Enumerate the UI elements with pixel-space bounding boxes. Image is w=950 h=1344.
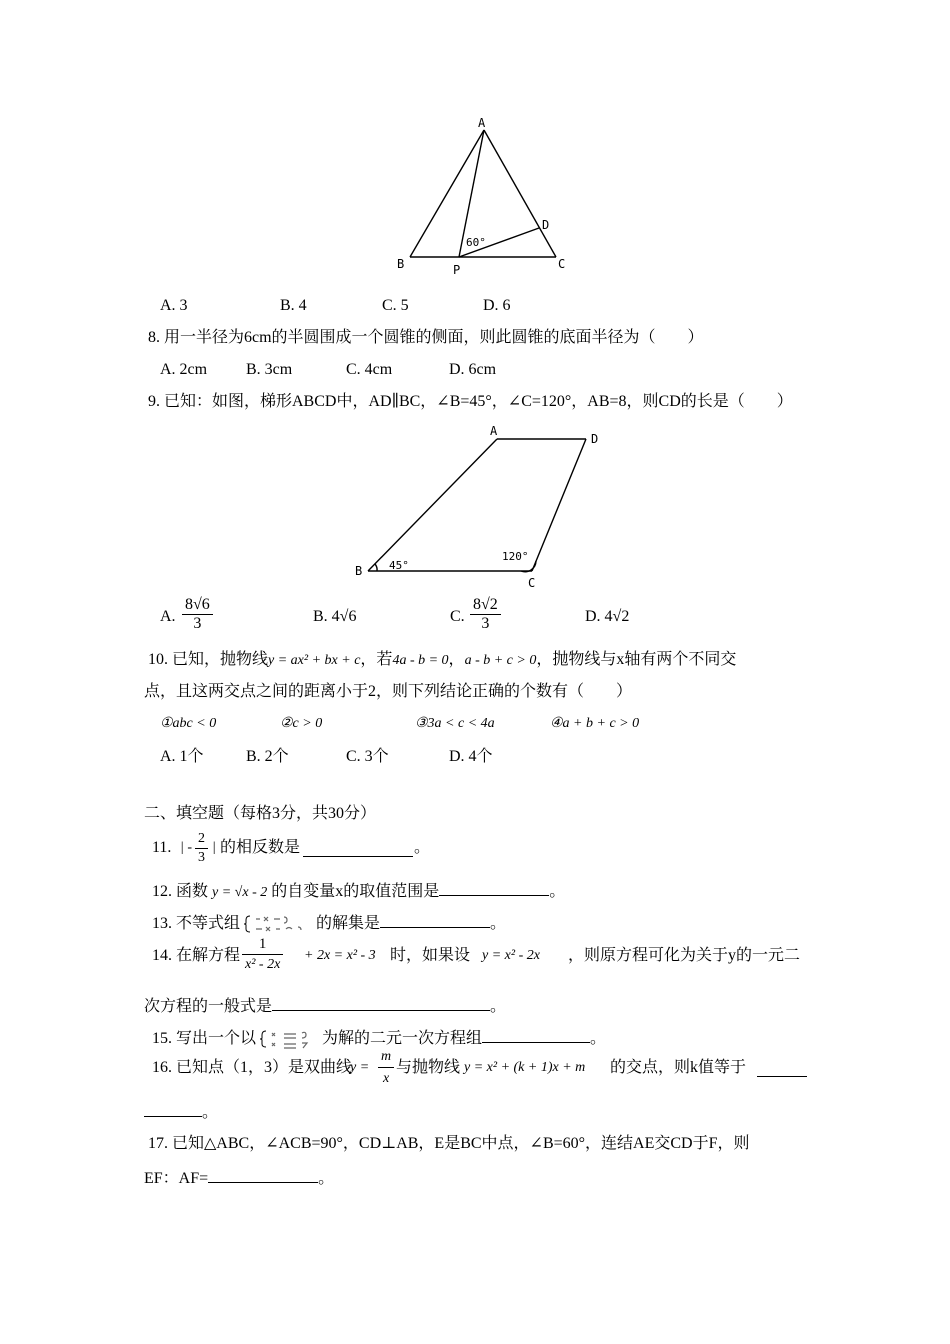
trapezoid-figure <box>350 420 610 592</box>
q17-line2 <box>144 1166 334 1189</box>
q16-end: 。 <box>202 1104 219 1121</box>
q10-text-a: 10. 已知，抛物线 <box>148 651 269 668</box>
q16-text-3: 的交点，则k值等于 <box>610 1059 747 1076</box>
q9-option-c-fraction <box>470 596 501 633</box>
q14-fraction <box>242 934 283 975</box>
q7-option-b: B. 4 <box>280 297 307 314</box>
q15-answer-blank[interactable] <box>482 1026 590 1043</box>
q10-eq2: 4a - b = 0 <box>392 653 449 668</box>
label-P: P <box>453 263 461 277</box>
q14-equation: + 2x = x² - 3 <box>304 948 376 963</box>
q11-end: 。 <box>414 839 431 856</box>
triangle-figure <box>390 112 580 282</box>
q16-text-2: 与抛物线 <box>396 1059 461 1076</box>
q14-numerator: 1 <box>242 934 283 955</box>
q9-text: 9. 已知：如图，梯形ABCD中，AD∥BC，∠B=45°，∠C=120°，AB=8，则CD的长是（ ） <box>148 393 793 410</box>
q14-text-2: 时，如果设 <box>390 947 471 964</box>
q14-text-3: ，则原方程可化为关于y的一元二 <box>568 947 801 964</box>
label-D: D <box>542 218 550 232</box>
q9-option-b: B. 4√6 <box>313 608 357 625</box>
q16-line2 <box>144 1100 218 1123</box>
label-B: B <box>355 564 363 578</box>
q16-parabola: y = x² + (k + 1)x + m <box>464 1060 586 1075</box>
label-C: C <box>558 257 566 271</box>
q11-answer-blank[interactable] <box>303 840 413 857</box>
q10-text-b: ，若 <box>360 651 393 668</box>
q13-end: 。 <box>490 915 507 932</box>
q17-text: EF：AF= <box>144 1170 209 1187</box>
q16-hyperbola-lhs: y = <box>350 1060 370 1075</box>
q12-end: 。 <box>549 883 566 900</box>
q15-solution-image <box>260 1029 318 1049</box>
q11-numerator: 2 <box>195 830 208 849</box>
q17-end: 。 <box>318 1170 335 1187</box>
q16-denominator: x <box>382 1071 390 1086</box>
label-D: D <box>591 432 599 446</box>
q7-option-a: A. 3 <box>160 297 188 314</box>
q10-condition-2: ②c > 0 <box>280 716 323 731</box>
q10-line1 <box>148 650 736 671</box>
q16-answer-blank-cont[interactable] <box>144 1100 202 1117</box>
q10-option-c: C. 3个 <box>346 748 389 765</box>
q11-text: 的相反数是 <box>220 839 301 856</box>
q10-option-b: B. 2个 <box>246 748 289 765</box>
q11-abs-right: | <box>212 840 216 855</box>
q16-answer-blank[interactable] <box>757 1060 807 1077</box>
q11-number: 11. <box>152 839 172 856</box>
q10-text-d: ，抛物线与x轴有两个不同交 <box>536 651 737 668</box>
q12-text-2: 的自变量x的取值范围是 <box>271 883 440 900</box>
q17-line1: 17. 已知△ABC，∠ACB=90°，CD⊥AB，E是BC中点，∠B=60°，连结AE交CD于F，则 <box>148 1135 750 1152</box>
q14-text-4: 次方程的一般式是 <box>144 998 273 1015</box>
q13-system-image <box>244 914 312 934</box>
q11-abs-left: | - <box>180 840 193 855</box>
label-A: A <box>478 116 486 130</box>
q16-numerator: m <box>378 1046 394 1068</box>
q9-option-c-numerator: 8√2 <box>470 596 501 615</box>
q13-text: 13. 不等式组 <box>152 915 241 932</box>
q9-option-a-label: A. <box>160 608 176 625</box>
q13 <box>152 911 506 934</box>
q12-equation: y = √x - 2 <box>212 885 268 900</box>
q11-fraction <box>195 830 208 867</box>
q9-option-a-numerator: 8√6 <box>182 596 213 615</box>
q15-text: 15. 写出一个以 <box>152 1030 257 1047</box>
q14-denominator: x² - 2x <box>245 957 281 972</box>
q15-text-2: 为解的二元一次方程组 <box>322 1030 483 1047</box>
angle-b-label: 45° <box>389 559 409 572</box>
q10-text-c: ， <box>448 651 465 668</box>
q10-condition-4: ④a + b + c > 0 <box>550 716 640 731</box>
q15-end: 。 <box>590 1030 607 1047</box>
angle-c-label: 120° <box>502 550 529 563</box>
q14-text: 14. 在解方程 <box>152 947 241 964</box>
q10-line2: 点，且这两交点之间的距离小于2，则下列结论正确的个数有（ ） <box>144 683 633 700</box>
q12-answer-blank[interactable] <box>439 879 549 896</box>
q10-eq3: a - b + c > 0 <box>464 653 537 668</box>
q7-option-c: C. 5 <box>382 297 409 314</box>
q10-condition-3: ③3a < c < 4a <box>415 716 495 731</box>
q14-answer-blank[interactable] <box>272 994 490 1011</box>
angle-label: 60° <box>466 236 486 249</box>
q7-option-d: D. 6 <box>483 297 511 314</box>
q16-text: 16. 已知点（1，3）是双曲线 <box>152 1059 353 1076</box>
q17-answer-blank[interactable] <box>208 1166 318 1183</box>
q10-option-d: D. 4个 <box>449 748 493 765</box>
q14-line2 <box>144 994 506 1017</box>
q13-text-2: 的解集是 <box>316 915 381 932</box>
q13-answer-blank[interactable] <box>380 911 490 928</box>
q11-denominator: 3 <box>198 850 205 865</box>
q14-end: 。 <box>490 998 507 1015</box>
q9-option-c-denominator: 3 <box>481 615 490 632</box>
q10-condition-1: ①abc < 0 <box>160 716 217 731</box>
q12 <box>152 879 565 903</box>
q8-text: 8. 用一半径为6cm的半圆围成一个圆锥的侧面，则此圆锥的底面半径为（ ） <box>148 329 704 346</box>
q8-option-c: C. 4cm <box>346 361 393 378</box>
label-C: C <box>528 576 536 590</box>
label-A: A <box>490 424 498 438</box>
q16-fraction <box>378 1046 394 1089</box>
q9-option-a-denominator: 3 <box>193 615 202 632</box>
q9-option-a-fraction <box>182 596 213 633</box>
q12-text: 12. 函数 <box>152 883 209 900</box>
section-heading: 二、填空题（每格3分，共30分） <box>144 805 377 822</box>
q8-option-d: D. 6cm <box>449 361 497 378</box>
q14-substitution: y = x² - 2x <box>482 948 540 963</box>
label-B: B <box>397 257 405 271</box>
q9-option-c-label: C. <box>450 608 465 625</box>
q9-option-d: D. 4√2 <box>585 608 630 625</box>
q8-option-b: B. 3cm <box>246 361 293 378</box>
q10-eq1: y = ax² + bx + c <box>268 653 361 668</box>
q8-option-a: A. 2cm <box>160 361 208 378</box>
q10-option-a: A. 1个 <box>160 748 204 765</box>
